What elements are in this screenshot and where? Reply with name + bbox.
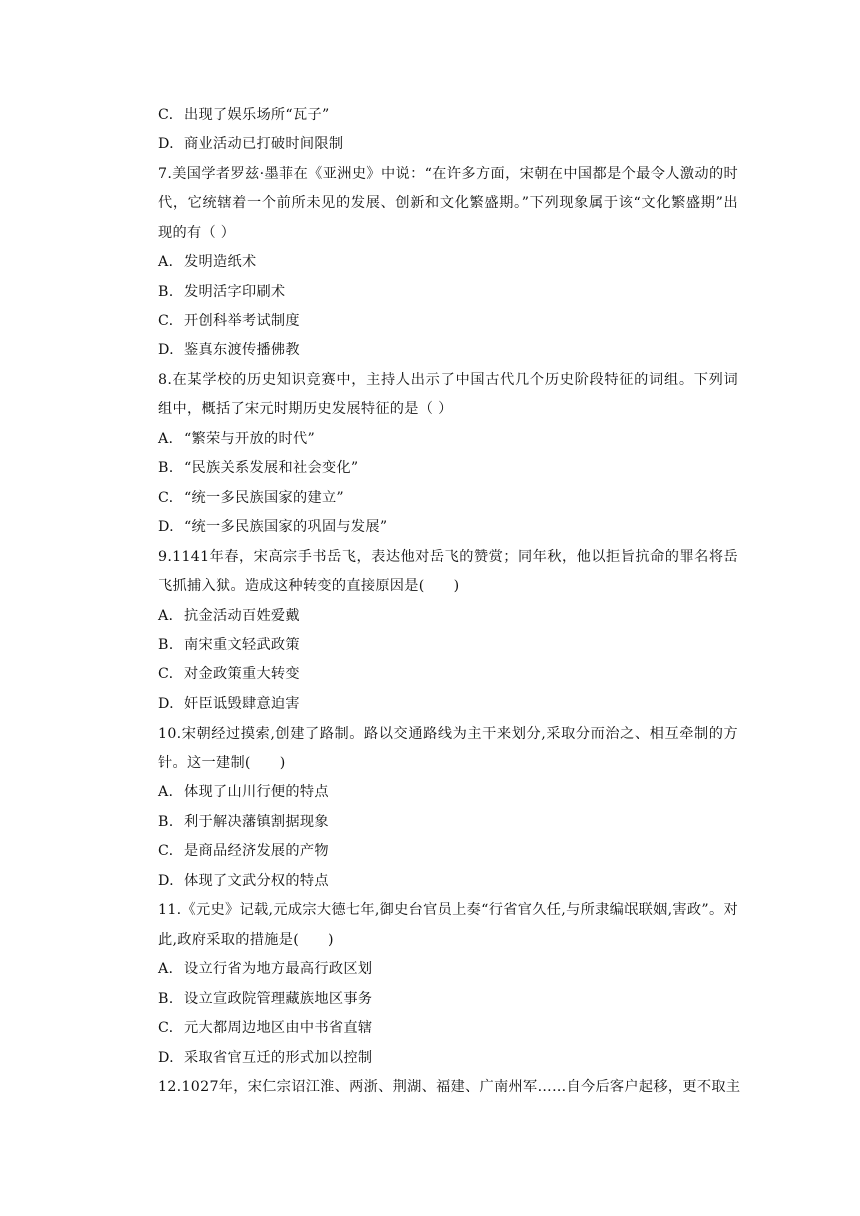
q8-option-d: D. “统一多民族国家的巩固与发展” bbox=[158, 519, 388, 535]
q7-stem-line-3: 现的有（ ） bbox=[158, 225, 236, 241]
q9-option-b: B. 南宋重文轻武政策 bbox=[158, 637, 300, 653]
q7-option-c: C. 开创科举考试制度 bbox=[158, 313, 300, 329]
q9-stem-line-1: 9.1141年春，宋高宗手书岳飞，表达他对岳飞的赞赏；同年秋，他以拒旨抗命的罪名将岳 bbox=[158, 549, 738, 565]
q11-option-c: C. 元大都周边地区由中书省直辖 bbox=[158, 1020, 373, 1036]
q10-option-d: D. 体现了文武分权的特点 bbox=[158, 873, 329, 889]
q7-option-a: A. 发明造纸术 bbox=[158, 254, 257, 270]
q10-stem-line-1: 10.宋朝经过摸索,创建了路制。路以交通路线为主干来划分,采取分而治之、相互牵制的方 bbox=[158, 726, 738, 742]
q9-option-d: D. 奸臣诋毁肆意迫害 bbox=[158, 696, 300, 712]
q10-option-a: A. 体现了山川行便的特点 bbox=[158, 784, 329, 800]
q11-option-a: A. 设立行省为地方最高行政区划 bbox=[158, 961, 373, 977]
q8-option-c: C. “统一多民族国家的建立” bbox=[158, 490, 344, 506]
q8-option-a: A. “繁荣与开放的时代” bbox=[158, 431, 316, 447]
q9-option-c: C. 对金政策重大转变 bbox=[158, 666, 300, 682]
q7-stem-line-1: 7.美国学者罗兹·墨菲在《亚洲史》中说：“在许多方面，宋朝在中国都是个最令人激动的时 bbox=[158, 166, 738, 182]
q7-option-b: B. 发明活字印刷术 bbox=[158, 284, 286, 300]
q11-stem-line-1: 11.《元史》记载,元成宗大德七年,御史台官员上奏“行省官久任,与所隶编氓联姻,害政”。对 bbox=[158, 902, 738, 918]
q7-option-d: D. 鉴真东渡传播佛教 bbox=[158, 342, 300, 358]
q8-stem-line-1: 8.在某学校的历史知识竞赛中，主持人出示了中国古代几个历史阶段特征的词组。下列词 bbox=[158, 372, 738, 388]
q9-stem-line-2: 飞抓捕入狱。造成这种转变的直接原因是( ) bbox=[158, 578, 460, 594]
q6-option-d: D. 商业活动已打破时间限制 bbox=[158, 136, 344, 152]
q8-option-b: B. “民族关系发展和社会变化” bbox=[158, 460, 359, 476]
q11-option-b: B. 设立宣政院管理藏族地区事务 bbox=[158, 991, 373, 1007]
q10-option-b: B. 利于解决藩镇割据现象 bbox=[158, 814, 329, 830]
q6-option-c: C. 出现了娱乐场所“瓦子” bbox=[158, 107, 330, 123]
q12-stem-line-1: 12.1027年，宋仁宗诏江淮、两浙、荆湖、福建、广南州军……自今后客户起移，更不取主 bbox=[158, 1079, 741, 1095]
q7-stem-line-2: 代，它统辖着一个前所未见的发展、创新和文化繁盛期。”下列现象属于该“文化繁盛期”出 bbox=[158, 195, 738, 211]
q9-option-a: A. 抗金活动百姓爱戴 bbox=[158, 608, 300, 624]
q10-stem-line-2: 针。这一建制( ) bbox=[158, 755, 286, 771]
q8-stem-line-2: 组中，概括了宋元时期历史发展特征的是（ ） bbox=[158, 401, 453, 417]
q11-stem-line-2: 此,政府采取的措施是( ) bbox=[158, 932, 334, 948]
q10-option-c: C. 是商品经济发展的产物 bbox=[158, 843, 329, 859]
q11-option-d: D. 采取省官互迁的形式加以控制 bbox=[158, 1050, 373, 1066]
